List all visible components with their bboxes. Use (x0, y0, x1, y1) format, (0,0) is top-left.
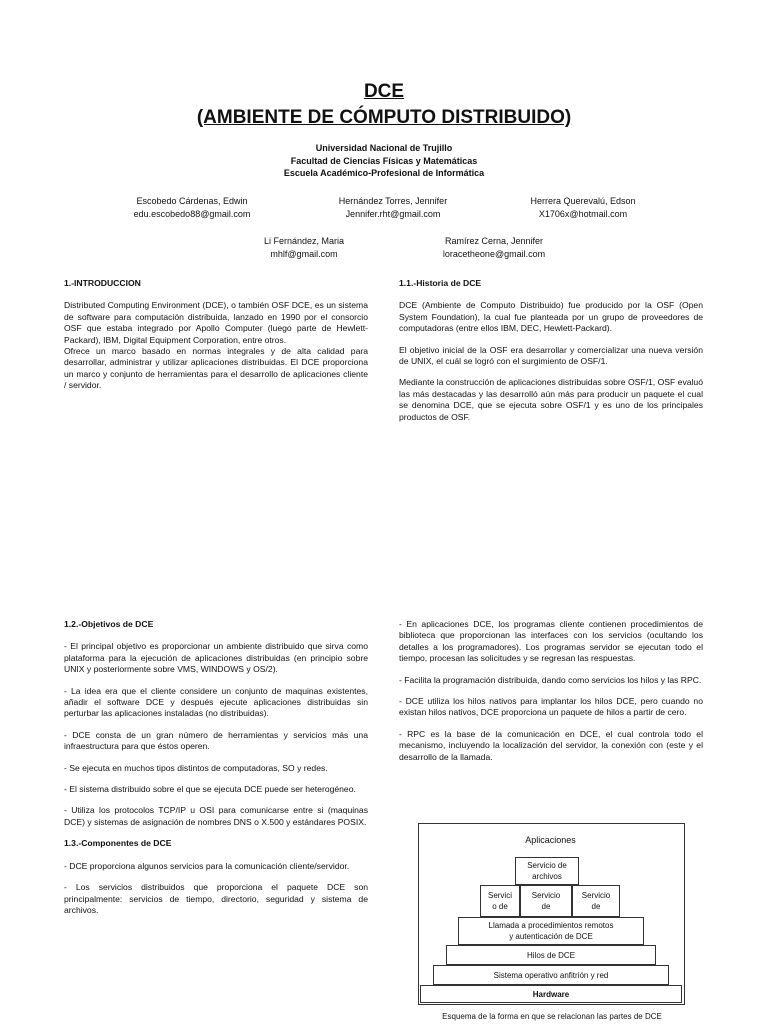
box-label: archivos (532, 872, 562, 881)
box-label: Llamada a procedimientos remotos (488, 921, 614, 930)
box-label: y autenticación de DCE (509, 932, 593, 941)
author-email: loracetheone@gmail.com (442, 248, 546, 259)
paper-title: DCE (363, 81, 405, 102)
paragraph: Ofrece un marco basado en normas integrales y de alta calidad para desarrollar, administrar y utilizar aplicaciones distribuidas. El DCE proporciona un marco y conjunto de herramientas para el desarrollo de aplicaciones cliente / servidor. (64, 346, 368, 391)
list-item: - RPC es la base de la comunicación en DCE, el cual controla todo el mecanismo, incluyendo la localización del servidor, la conexión con (este y el desarrollo de la llamada. (399, 728, 703, 762)
threads-layer-box: Hilos de DCE (446, 945, 656, 965)
section-heading: 1.3.-Componentes de DCE (64, 838, 172, 849)
hardware-layer-box: Hardware (420, 985, 682, 1003)
author-name: Hernández Torres, Jennifer (338, 196, 448, 206)
paragraph: Mediante la construcción de aplicaciones distribuidas sobre OSF/1, OSF evaluó las más destacadas y las desarrolló aún más para producir un paquete el cual se denomina DCE, que se ejecuta sobre OSF/1 y es uno de los principales productos de OSF. (399, 377, 703, 422)
paragraph: Distributed Computing Environment (DCE), o también OSF DCE, es un sistema de software para computación distribuida, lanzado en 1990 por el consorcio OSF que estaba integrado por Apollo Computer (luego parte de Hewlett-Packard), IBM, Digital Equipment Corporation, entre otros. (64, 300, 368, 345)
box-label: de (541, 902, 551, 911)
box-label: Servicio de (527, 861, 567, 870)
author-name: Ramírez Cerna, Jennifer (444, 236, 544, 246)
author-email: edu.escobedo88@gmail.com (133, 208, 251, 219)
os-layer-box: Sistema operativo anfitrión y red (433, 965, 669, 985)
list-item: - El principal objetivo es proporcionar un ambiente distribuido que sirva como plataforma para la ejecución de aplicaciones distribuidas (en principio sobre UNIX y posteriormente sobre VMS, WINDOWS y OS/2). (64, 641, 368, 675)
section-continuation (399, 619, 703, 773)
service-box (480, 885, 520, 917)
list-item: - DCE consta de un gran número de herramientas y servicios más una infraestructura para que éstos operen. (64, 729, 368, 752)
paragraph: DCE (Ambiente de Computo Distribuido) fue producido por la OSF (Open System Foundation), la cual fue planteada por un grupo de proveedores de computadoras (entre ellos IBM, DEC, Hewlett-Packard). (399, 300, 703, 334)
author-name: Escobedo Cárdenas, Edwin (136, 196, 248, 206)
section-objetivos (64, 619, 368, 926)
author-email: X1706x@hotmail.com (538, 208, 628, 219)
box-label: o de (492, 902, 508, 911)
school: Escuela Académico-Profesional de Informática (283, 168, 485, 178)
service-box (572, 885, 620, 917)
author-name: Herrera Querevalú, Edson (530, 196, 636, 206)
dce-architecture-diagram (418, 823, 686, 1005)
diagram-caption: Esquema de la forma en que se relacionan las partes de DCE (442, 1012, 662, 1021)
file-service-box (515, 857, 579, 885)
list-item: - La idea era que el cliente considere un conjunto de maquinas existentes, añadir el software DCE y después ejecute aplicaciones distribuidas sin perturbar las aplicaciones instaladas (no distribuidas). (64, 685, 368, 719)
section-heading: 1.1.-Historia de DCE (399, 278, 482, 288)
author (463, 195, 703, 220)
box-label: Servicio (581, 891, 611, 900)
author-email: Jennifer.rht@gmail.com (345, 208, 441, 219)
box-label: Servicio (531, 891, 561, 900)
list-item: - Se ejecuta en muchos tipos distintos de computadoras, SO y redes. (64, 762, 328, 773)
author-name: Li Fernández, Maria (263, 236, 345, 246)
box-label: de (591, 902, 601, 911)
list-item: - El sistema distribuido sobre el que se ejecuta DCE puede ser heterogéneo. (64, 784, 356, 795)
list-item: - Los servicios distribuidos que proporciona el paquete DCE son principalmente: servicios de tiempo, directorio, seguridad y sistema de archivos. (64, 882, 368, 915)
list-item: - DCE proporciona algunos servicios para la comunicación cliente/servidor. (64, 860, 350, 871)
faculty: Facultad de Ciencias Físicas y Matemáticas (290, 155, 478, 166)
diagram-title: Aplicaciones (525, 835, 576, 845)
author (374, 235, 614, 260)
affiliation (0, 142, 768, 180)
section-heading: 1.-INTRODUCCION (64, 278, 141, 288)
section-historia (399, 278, 703, 433)
list-item: - Utiliza los protocolos TCP/IP u OSI para comunicarse entre si (maquinas DCE) y sistemas de asignación de nombres DNS o X.500 y estándares POSIX. (64, 805, 368, 827)
list-item: - DCE utiliza los hilos nativos para implantar los hilos DCE, pero cuando no existan hilos nativos, DCE proporciona un paquete de hilos a partir de cero. (399, 696, 703, 718)
list-item: - En aplicaciones DCE, los programas cliente contienen procedimientos de biblioteca que proporcionan las interfaces con los servicios (ocultando los detalles a los programadores). Los programas servidor se ejecutan todo el tiempo, procesan las solicitudes y se regresan las respuestas. (399, 619, 703, 664)
university: Universidad Nacional de Trujillo (315, 143, 453, 153)
list-item: - Facilita la programación distribuida, dando como servicios los hilos y las RPC. (399, 674, 702, 685)
service-box (520, 885, 572, 917)
rpc-layer-box (458, 917, 644, 945)
paper-subtitle: (AMBIENTE DE CÓMPUTO DISTRIBUIDO) (196, 107, 572, 128)
box-label: Servici (487, 891, 512, 900)
section-heading: 1.2.-Objetivos de DCE (64, 619, 154, 629)
section-introduccion (64, 278, 368, 402)
paragraph: El objetivo inicial de la OSF era desarrollar y comercializar una nueva versión de UNIX, el cuál se logró con el surgimiento de OSF/1. (399, 344, 703, 367)
author-email: mhlf@gmail.com (270, 248, 338, 259)
